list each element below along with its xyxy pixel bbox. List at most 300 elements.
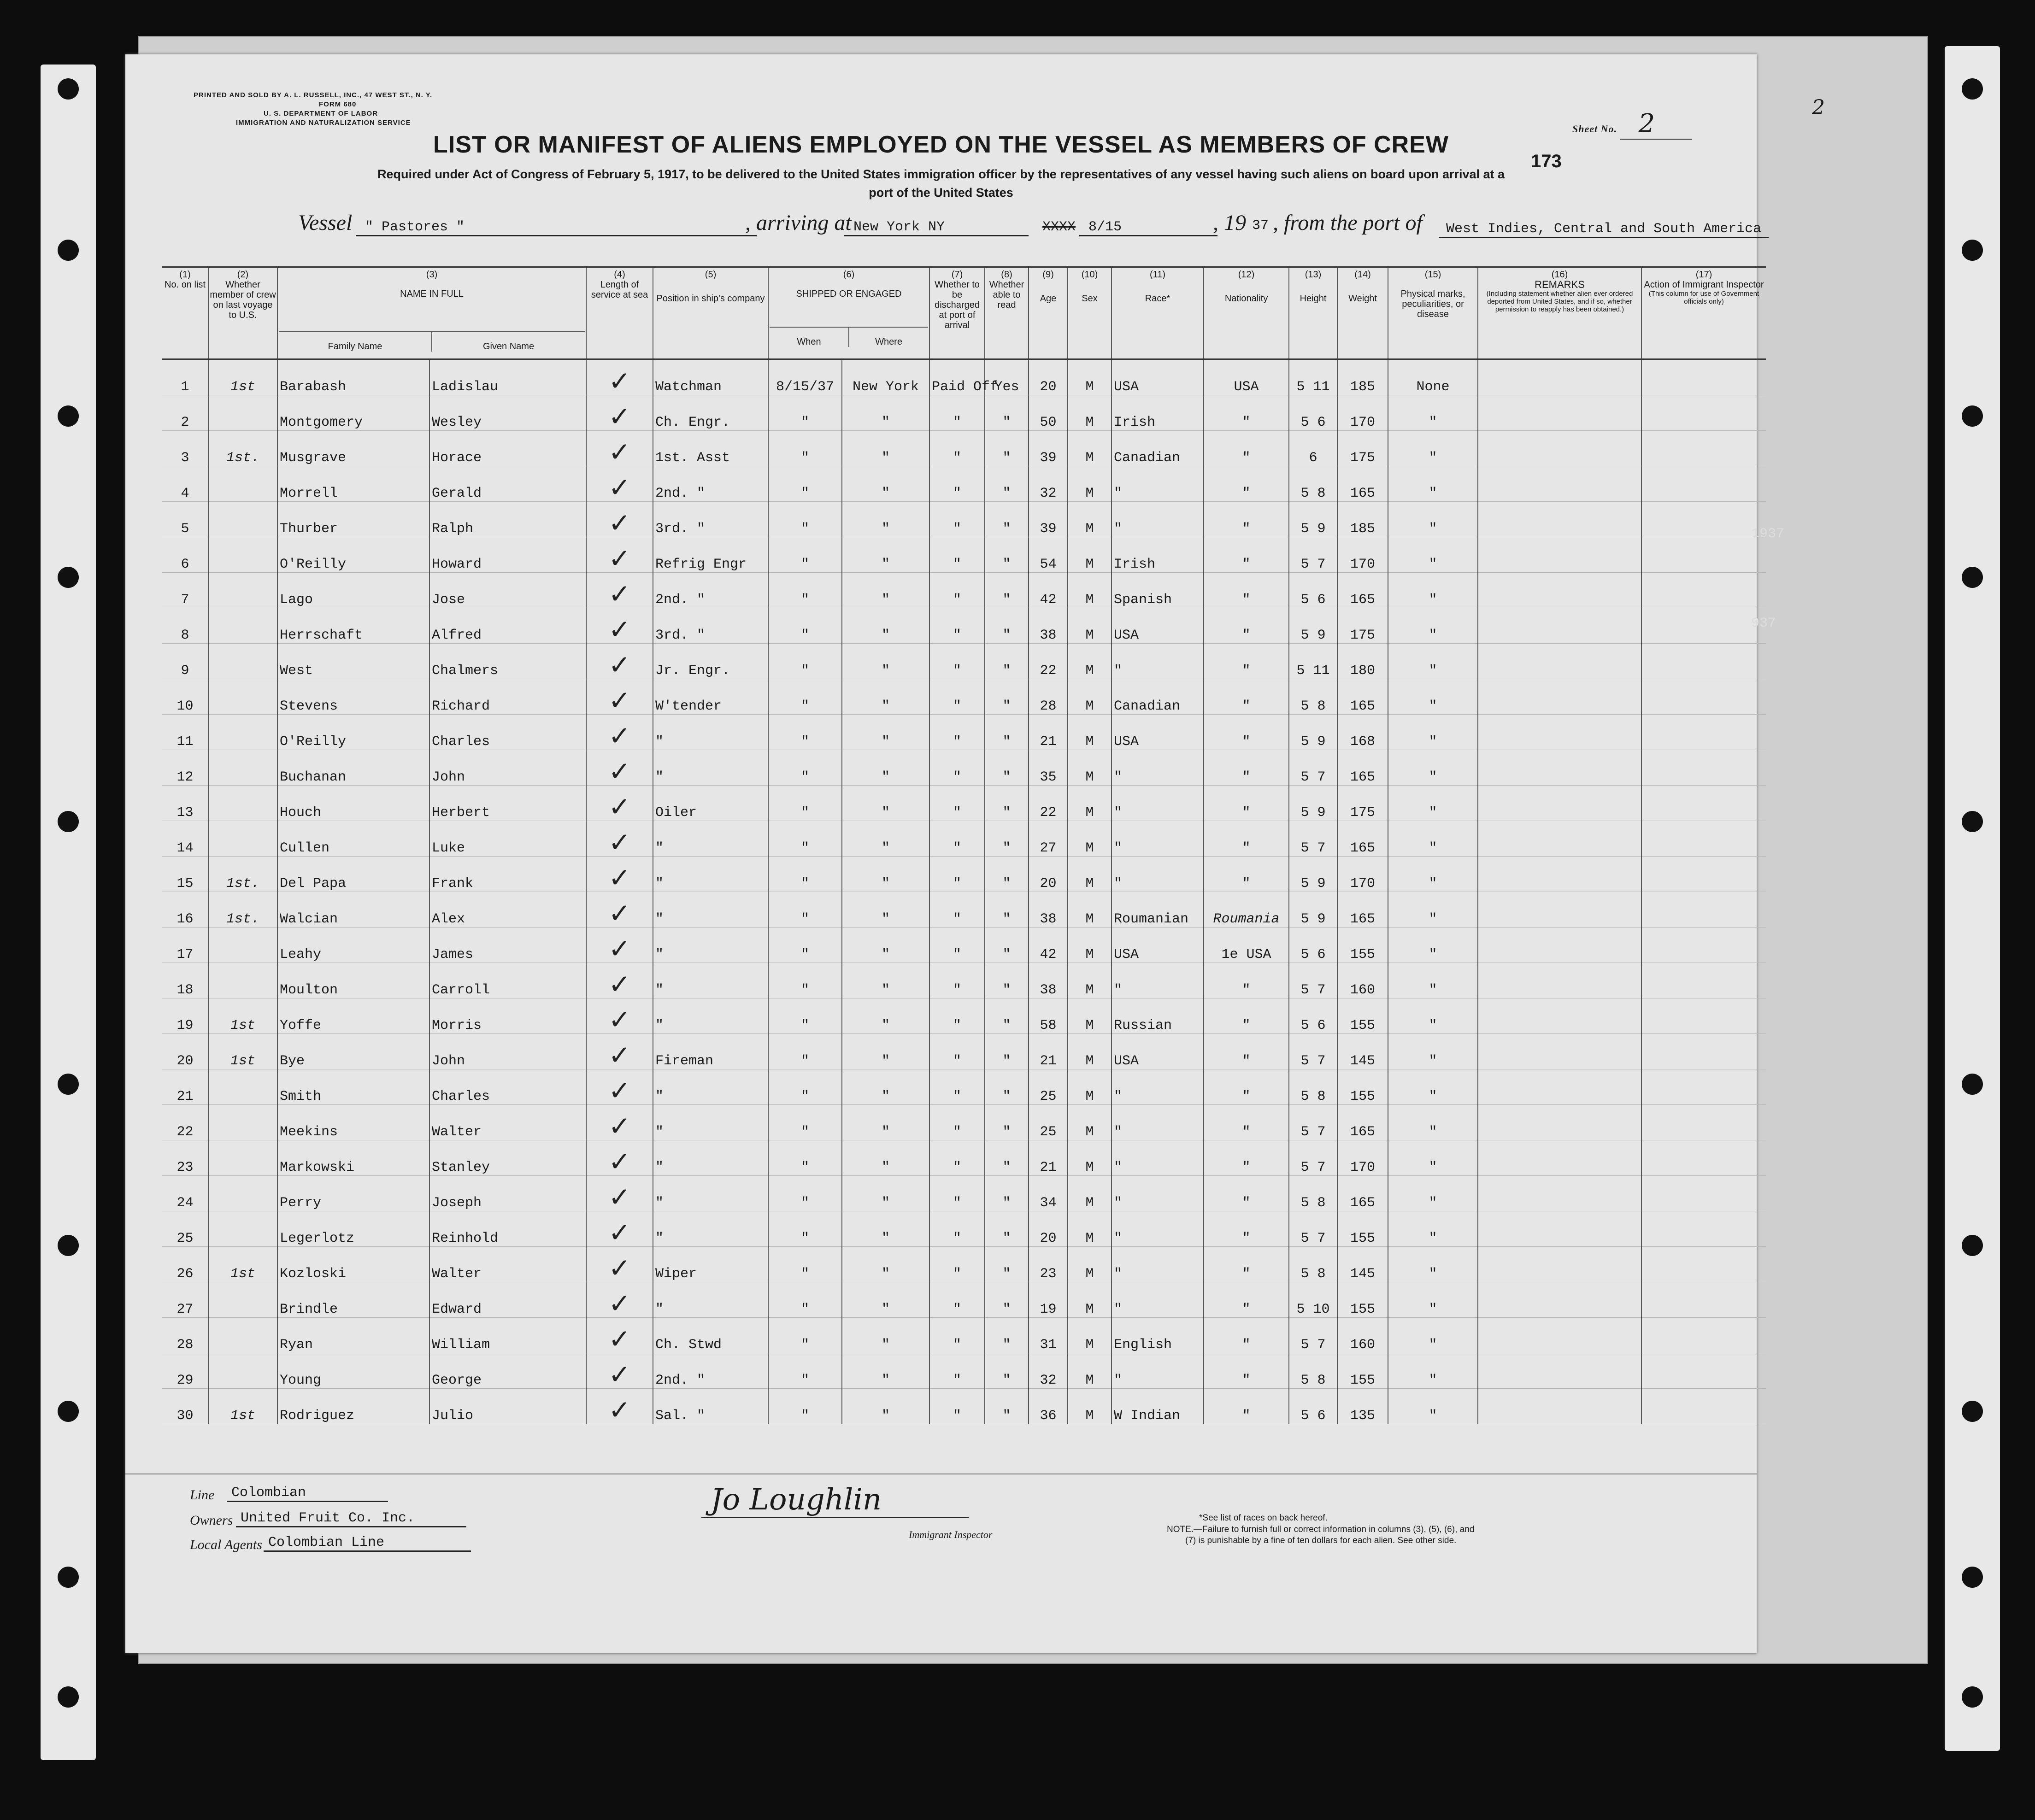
col-7-header: (7) Whether to be discharged at port of arrival — [929, 267, 985, 359]
last-voyage — [208, 963, 277, 998]
age: 42 — [1029, 573, 1068, 608]
race: " — [1112, 963, 1204, 998]
inspector-action — [1641, 963, 1766, 998]
service-check — [586, 1176, 653, 1211]
shipped-when: " — [768, 395, 842, 431]
table-row — [162, 963, 1766, 998]
height: 5 6 — [1289, 928, 1337, 963]
able-to-read: Yes — [985, 359, 1029, 395]
weight: 165 — [1337, 750, 1388, 786]
inspector-label: Immigrant Inspector — [909, 1529, 993, 1540]
shipped-where: " — [842, 1353, 929, 1389]
able-to-read: " — [985, 1318, 1029, 1353]
service-check — [586, 573, 653, 608]
height: 5 8 — [1289, 1247, 1337, 1282]
inspector-action — [1641, 821, 1766, 857]
race: USA — [1112, 1034, 1204, 1069]
given-name: Charles — [429, 1069, 586, 1105]
discharged: " — [929, 395, 985, 431]
nationality: " — [1204, 608, 1289, 644]
height: 5 7 — [1289, 963, 1337, 998]
last-voyage: 1st — [208, 998, 277, 1034]
row-number: 7 — [162, 573, 208, 608]
discharged: " — [929, 786, 985, 821]
physical-marks: " — [1388, 1140, 1478, 1176]
weight: 168 — [1337, 715, 1388, 750]
sex: M — [1068, 431, 1112, 466]
family-name: Barabash — [277, 359, 429, 395]
family-name: Cullen — [277, 821, 429, 857]
last-voyage — [208, 537, 277, 573]
last-voyage: 1st. — [208, 892, 277, 928]
remarks — [1478, 786, 1641, 821]
race: Spanish — [1112, 573, 1204, 608]
last-voyage — [208, 1211, 277, 1247]
checkmark-icon: ✓ — [608, 472, 631, 503]
discharged: " — [929, 928, 985, 963]
checkmark-icon: ✓ — [608, 969, 631, 1000]
given-name: John — [429, 1034, 586, 1069]
service-check — [586, 1140, 653, 1176]
race: Canadian — [1112, 431, 1204, 466]
shipped-when: " — [768, 466, 842, 502]
table-row — [162, 998, 1766, 1034]
sex: M — [1068, 857, 1112, 892]
position: Ch. Engr. — [653, 395, 768, 431]
age: 35 — [1029, 750, 1068, 786]
race: " — [1112, 644, 1204, 679]
position: Sal. " — [653, 1389, 768, 1424]
inspector-action — [1641, 1389, 1766, 1424]
remarks — [1478, 821, 1641, 857]
physical-marks: " — [1388, 715, 1478, 750]
remarks — [1478, 1105, 1641, 1140]
vessel-label: Vessel — [298, 211, 353, 235]
given-name: Luke — [429, 821, 586, 857]
race: Russian — [1112, 998, 1204, 1034]
inspector-action — [1641, 1211, 1766, 1247]
punch-hole — [58, 567, 79, 588]
race: Canadian — [1112, 679, 1204, 715]
able-to-read: " — [985, 1105, 1029, 1140]
shipped-when: " — [768, 928, 842, 963]
position: " — [653, 1105, 768, 1140]
row-number: 26 — [162, 1247, 208, 1282]
nationality: " — [1204, 715, 1289, 750]
last-voyage: 1st — [208, 1389, 277, 1424]
weight: 180 — [1337, 644, 1388, 679]
col-8-header: (8) Whether able to read — [985, 267, 1029, 359]
family-name: Young — [277, 1353, 429, 1389]
service-check — [586, 359, 653, 395]
subtitle-line-2: port of the United States — [869, 186, 1013, 200]
weight: 170 — [1337, 857, 1388, 892]
table-row — [162, 821, 1766, 857]
sex: M — [1068, 679, 1112, 715]
physical-marks: " — [1388, 963, 1478, 998]
discharged: " — [929, 466, 985, 502]
discharged: Paid Off — [929, 359, 985, 395]
able-to-read: " — [985, 573, 1029, 608]
remarks — [1478, 1353, 1641, 1389]
position: " — [653, 928, 768, 963]
remarks — [1478, 1389, 1641, 1424]
service-check — [586, 928, 653, 963]
checkmark-icon: ✓ — [608, 1217, 631, 1248]
given-name: Jose — [429, 573, 586, 608]
discharged: " — [929, 750, 985, 786]
discharged: " — [929, 644, 985, 679]
age: 38 — [1029, 608, 1068, 644]
service-check — [586, 892, 653, 928]
row-number: 14 — [162, 821, 208, 857]
age: 50 — [1029, 395, 1068, 431]
sex: M — [1068, 644, 1112, 679]
family-name: Thurber — [277, 502, 429, 537]
checkmark-icon: ✓ — [608, 862, 631, 893]
table-row — [162, 1282, 1766, 1318]
height: 6 — [1289, 431, 1337, 466]
shipped-when: " — [768, 857, 842, 892]
age: 20 — [1029, 857, 1068, 892]
discharged: " — [929, 573, 985, 608]
position: W'tender — [653, 679, 768, 715]
weight: 155 — [1337, 1353, 1388, 1389]
age: 21 — [1029, 1140, 1068, 1176]
given-name: Howard — [429, 537, 586, 573]
weight: 160 — [1337, 963, 1388, 998]
position: 3rd. " — [653, 608, 768, 644]
line-value: Colombian — [227, 1485, 388, 1502]
penalty-note-2: (7) is punishable by a fine of ten dollars for each alien. See other side. — [1185, 1536, 1457, 1545]
service-check — [586, 963, 653, 998]
arrival-date: 8/15 — [1079, 219, 1217, 236]
shipped-when: " — [768, 502, 842, 537]
printer-line: PRINTED AND SOLD BY A. L. RUSSELL, INC., 47 WEST ST., N. Y. — [194, 91, 433, 99]
table-row — [162, 431, 1766, 466]
right-binding-strip — [1945, 46, 2000, 1751]
weight: 155 — [1337, 928, 1388, 963]
race: Roumanian — [1112, 892, 1204, 928]
shipped-where: " — [842, 715, 929, 750]
col-10-header: (10) Sex — [1068, 267, 1112, 359]
sex: M — [1068, 1282, 1112, 1318]
shipped-when: " — [768, 537, 842, 573]
sex: M — [1068, 1247, 1112, 1282]
checkmark-icon: ✓ — [608, 614, 631, 645]
where-header: Where — [875, 337, 902, 347]
remarks — [1478, 431, 1641, 466]
shipped-where: " — [842, 1176, 929, 1211]
service-check — [586, 1069, 653, 1105]
shipped-where: " — [842, 608, 929, 644]
penalty-note-1: NOTE.—Failure to furnish full or correct information in columns (3), (5), (6), and — [1167, 1525, 1475, 1534]
struck-date: XXXX — [1042, 219, 1076, 235]
height: 5 7 — [1289, 750, 1337, 786]
shipped-where: " — [842, 466, 929, 502]
discharged: " — [929, 1176, 985, 1211]
weight: 175 — [1337, 786, 1388, 821]
table-row — [162, 1105, 1766, 1140]
col-1-header: (1) No. on list — [162, 267, 208, 359]
sex: M — [1068, 821, 1112, 857]
height: 5 8 — [1289, 466, 1337, 502]
race: " — [1112, 1211, 1204, 1247]
family-name: Musgrave — [277, 431, 429, 466]
table-row — [162, 395, 1766, 431]
race: " — [1112, 1282, 1204, 1318]
shipped-where: " — [842, 857, 929, 892]
checkmark-icon: ✓ — [608, 401, 631, 432]
punch-hole — [1962, 1567, 1983, 1588]
discharged: " — [929, 715, 985, 750]
shipped-where: " — [842, 1211, 929, 1247]
height: 5 8 — [1289, 1353, 1337, 1389]
punch-hole — [1962, 567, 1983, 588]
height: 5 6 — [1289, 998, 1337, 1034]
when-header: When — [770, 328, 849, 347]
shipped-when: " — [768, 1353, 842, 1389]
inspector-action — [1641, 395, 1766, 431]
punch-hole — [58, 1401, 79, 1422]
discharged: " — [929, 1069, 985, 1105]
table-row — [162, 1353, 1766, 1389]
last-voyage — [208, 1069, 277, 1105]
service-check — [586, 679, 653, 715]
given-name: Richard — [429, 679, 586, 715]
physical-marks: " — [1388, 928, 1478, 963]
position: Fireman — [653, 1034, 768, 1069]
discharged: " — [929, 1211, 985, 1247]
position: Jr. Engr. — [653, 644, 768, 679]
able-to-read: " — [985, 608, 1029, 644]
row-number: 15 — [162, 857, 208, 892]
sex: M — [1068, 1105, 1112, 1140]
arriving-label: , arriving at — [745, 211, 852, 235]
able-to-read: " — [985, 644, 1029, 679]
inspector-action — [1641, 644, 1766, 679]
sex: M — [1068, 395, 1112, 431]
height: 5 7 — [1289, 1034, 1337, 1069]
nationality: 1e USA — [1204, 928, 1289, 963]
given-name: Herbert — [429, 786, 586, 821]
discharged: " — [929, 1318, 985, 1353]
nationality: " — [1204, 1211, 1289, 1247]
height: 5 10 — [1289, 1282, 1337, 1318]
position: 2nd. " — [653, 573, 768, 608]
row-number: 3 — [162, 431, 208, 466]
service-check — [586, 1211, 653, 1247]
table-row — [162, 644, 1766, 679]
punch-hole — [1962, 1235, 1983, 1256]
able-to-read: " — [985, 679, 1029, 715]
nationality: " — [1204, 1247, 1289, 1282]
family-name: West — [277, 644, 429, 679]
height: 5 11 — [1289, 359, 1337, 395]
shipped-where: " — [842, 963, 929, 998]
row-number: 20 — [162, 1034, 208, 1069]
discharged: " — [929, 1247, 985, 1282]
service-check — [586, 998, 653, 1034]
given-name: Alfred — [429, 608, 586, 644]
table-row — [162, 928, 1766, 963]
row-number: 27 — [162, 1282, 208, 1318]
checkmark-icon: ✓ — [608, 436, 631, 468]
physical-marks: " — [1388, 502, 1478, 537]
weight: 170 — [1337, 1140, 1388, 1176]
checkmark-icon: ✓ — [608, 1323, 631, 1355]
service-check — [586, 1318, 653, 1353]
checkmark-icon: ✓ — [608, 720, 631, 751]
position: Oiler — [653, 786, 768, 821]
given-name: Joseph — [429, 1176, 586, 1211]
table-row — [162, 466, 1766, 502]
race: USA — [1112, 608, 1204, 644]
given-name: William — [429, 1318, 586, 1353]
able-to-read: " — [985, 715, 1029, 750]
margin-mark: 2 — [1812, 96, 1825, 119]
sex: M — [1068, 359, 1112, 395]
race: " — [1112, 821, 1204, 857]
shipped-where: " — [842, 928, 929, 963]
family-name: Brindle — [277, 1282, 429, 1318]
remarks — [1478, 963, 1641, 998]
able-to-read: " — [985, 537, 1029, 573]
sex: M — [1068, 1389, 1112, 1424]
table-row — [162, 892, 1766, 928]
discharged: " — [929, 679, 985, 715]
race: " — [1112, 857, 1204, 892]
last-voyage — [208, 1282, 277, 1318]
height: 5 9 — [1289, 608, 1337, 644]
table-row — [162, 537, 1766, 573]
col-5-header: (5) Position in ship's company — [653, 267, 768, 359]
race: " — [1112, 1105, 1204, 1140]
shipped-where: " — [842, 395, 929, 431]
checkmark-icon: ✓ — [608, 543, 631, 574]
inspector-action — [1641, 1069, 1766, 1105]
weight: 175 — [1337, 431, 1388, 466]
position: " — [653, 750, 768, 786]
discharged: " — [929, 1389, 985, 1424]
shipped-when: " — [768, 892, 842, 928]
service-check — [586, 466, 653, 502]
last-voyage: 1st. — [208, 431, 277, 466]
year-suffix: 37 — [1252, 218, 1269, 234]
able-to-read: " — [985, 1176, 1029, 1211]
height: 5 9 — [1289, 892, 1337, 928]
position: " — [653, 1140, 768, 1176]
nationality: " — [1204, 537, 1289, 573]
race: " — [1112, 1353, 1204, 1389]
service-check — [586, 644, 653, 679]
row-number: 4 — [162, 466, 208, 502]
shipped-when: " — [768, 1282, 842, 1318]
last-voyage — [208, 1105, 277, 1140]
physical-marks: " — [1388, 1389, 1478, 1424]
sex: M — [1068, 998, 1112, 1034]
crew-table — [162, 266, 1766, 1424]
punch-hole — [1962, 1686, 1983, 1708]
family-name: Legerlotz — [277, 1211, 429, 1247]
able-to-read: " — [985, 1034, 1029, 1069]
sex: M — [1068, 750, 1112, 786]
shipped-where: " — [842, 644, 929, 679]
nationality: " — [1204, 395, 1289, 431]
able-to-read: " — [985, 1069, 1029, 1105]
discharged: " — [929, 1105, 985, 1140]
able-to-read: " — [985, 998, 1029, 1034]
age: 31 — [1029, 1318, 1068, 1353]
last-voyage — [208, 715, 277, 750]
weight: 145 — [1337, 1247, 1388, 1282]
able-to-read: " — [985, 928, 1029, 963]
row-number: 5 — [162, 502, 208, 537]
family-name: Montgomery — [277, 395, 429, 431]
nationality: " — [1204, 644, 1289, 679]
inspector-action — [1641, 573, 1766, 608]
row-number: 8 — [162, 608, 208, 644]
table-row — [162, 502, 1766, 537]
service-check — [586, 821, 653, 857]
weight: 155 — [1337, 1211, 1388, 1247]
discharged: " — [929, 502, 985, 537]
row-number: 12 — [162, 750, 208, 786]
race: USA — [1112, 715, 1204, 750]
shipped-when: " — [768, 679, 842, 715]
checkmark-icon: ✓ — [608, 1110, 631, 1142]
checkmark-icon: ✓ — [608, 898, 631, 929]
from-port-label: , from the port of — [1273, 211, 1423, 235]
service-check — [586, 1353, 653, 1389]
discharged: " — [929, 857, 985, 892]
service-check — [586, 750, 653, 786]
punch-hole — [1962, 78, 1983, 100]
checkmark-icon: ✓ — [608, 1004, 631, 1035]
punch-hole — [1962, 240, 1983, 261]
physical-marks: " — [1388, 431, 1478, 466]
weight: 165 — [1337, 679, 1388, 715]
remarks — [1478, 1318, 1641, 1353]
sex: M — [1068, 1318, 1112, 1353]
able-to-read: " — [985, 750, 1029, 786]
height: 5 11 — [1289, 644, 1337, 679]
shipped-where: " — [842, 750, 929, 786]
checkmark-icon: ✓ — [608, 1181, 631, 1213]
last-voyage — [208, 395, 277, 431]
height: 5 7 — [1289, 1211, 1337, 1247]
last-voyage — [208, 644, 277, 679]
nationality: " — [1204, 573, 1289, 608]
able-to-read: " — [985, 466, 1029, 502]
nationality: " — [1204, 1105, 1289, 1140]
given-name: Frank — [429, 857, 586, 892]
shipped-where: " — [842, 1069, 929, 1105]
given-name: Morris — [429, 998, 586, 1034]
inspector-action — [1641, 1176, 1766, 1211]
last-voyage — [208, 786, 277, 821]
height: 5 9 — [1289, 502, 1337, 537]
checkmark-icon: ✓ — [608, 933, 631, 964]
weight: 165 — [1337, 1105, 1388, 1140]
shipped-when: " — [768, 431, 842, 466]
able-to-read: " — [985, 395, 1029, 431]
able-to-read: " — [985, 502, 1029, 537]
age: 21 — [1029, 1034, 1068, 1069]
given-name: Edward — [429, 1282, 586, 1318]
inspector-action — [1641, 715, 1766, 750]
height: 5 6 — [1289, 395, 1337, 431]
